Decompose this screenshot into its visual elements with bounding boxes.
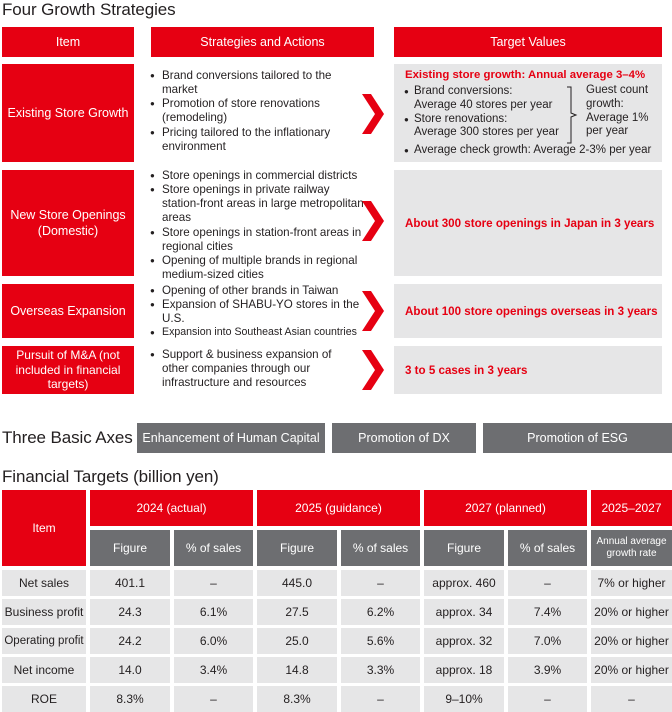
action-item: ● Promotion of store renovations (remodeling) (150, 97, 356, 125)
fin-cell: 20% or higher (591, 657, 672, 683)
fin-cell: 24.2 (90, 628, 170, 654)
fin-cell: 3.4% (174, 657, 253, 683)
fin-cell: 3.3% (341, 657, 420, 683)
fin-cell: 7% or higher (591, 570, 672, 596)
chevron-right-icon (362, 350, 384, 390)
fin-cell: – (508, 686, 587, 712)
fin-row-label: Business profit (2, 599, 86, 625)
fin-cell: – (174, 570, 253, 596)
action-item: ● Store openings in station-front areas in regional cities (150, 226, 366, 254)
row-target-new-stores: About 300 store openings in Japan in 3 years (394, 170, 662, 276)
row-actions-new-stores (150, 169, 366, 282)
fin-cell: 6.2% (341, 599, 420, 625)
fin-cell: 8.3% (90, 686, 170, 712)
fin-cell: – (591, 686, 672, 712)
target-b2-detail: Average 300 stores per year (414, 126, 559, 139)
fin-cell: – (174, 686, 253, 712)
target-b1: Brand conversions: (414, 85, 513, 97)
fin-cell: 6.1% (174, 599, 253, 625)
action-item: ● Support & business expansion of other companies through our infrastructure and resources (150, 348, 360, 390)
fin-cell: 401.1 (90, 570, 170, 596)
fin-sub-figure: Figure (90, 530, 170, 566)
fin-sub-pct: % of sales (341, 530, 420, 566)
action-item: ● Opening of other brands in Taiwan (150, 284, 366, 298)
row-item-new-stores: New Store Openings (Domestic) (2, 170, 134, 276)
row-target-overseas: About 100 store openings overseas in 3 years (394, 284, 662, 338)
row-actions-ma (150, 348, 360, 390)
fin-cell: 7.0% (508, 628, 587, 654)
action-item: ● Expansion of SHABU-YO stores in the U.S. (150, 298, 366, 326)
strategies-title: Four Growth Strategies (2, 0, 176, 19)
fin-cell: approx. 34 (424, 599, 504, 625)
fin-cell: 27.5 (257, 599, 337, 625)
fin-cell: 14.8 (257, 657, 337, 683)
chevron-right-icon (362, 94, 384, 134)
fin-row-label: ROE (2, 686, 86, 712)
axes-title: Three Basic Axes (2, 428, 133, 447)
fin-cell: 445.0 (257, 570, 337, 596)
fin-header-item: Item (2, 490, 86, 566)
guest-count: Guest count growth: (586, 84, 649, 110)
action-item: ● Brand conversions tailored to the market (150, 69, 356, 97)
chevron-right-icon (362, 291, 384, 331)
fin-cell: 6.0% (174, 628, 253, 654)
fin-cell: 25.0 (257, 628, 337, 654)
fin-cell: – (341, 686, 420, 712)
fin-header-growth: 2025–2027 (591, 490, 672, 526)
action-item: ● Expansion into Southeast Asian countries (150, 326, 366, 339)
fin-header-2027: 2027 (planned) (424, 490, 587, 526)
axis-human-capital: Enhancement of Human Capital (137, 423, 325, 453)
header-targets: Target Values (394, 25, 662, 57)
fin-sub-pct: % of sales (508, 530, 587, 566)
target-b2: Store renovations: (414, 112, 508, 125)
fin-row-label: Net income (2, 657, 86, 683)
guest-average: Average 1% per year (586, 111, 649, 138)
fin-cell: 7.4% (508, 599, 587, 625)
row-item-ma: Pursuit of M&A (not included in financial targets) (2, 346, 134, 394)
fin-cell: 24.3 (90, 599, 170, 625)
fin-cell: 14.0 (90, 657, 170, 683)
action-item: ● Pricing tailored to the inflationary environment (150, 126, 356, 154)
fin-cell: approx. 18 (424, 657, 504, 683)
target-b3: Average check growth: Average 2-3% per year (414, 144, 652, 156)
fin-header-2024: 2024 (actual) (90, 490, 253, 526)
target-title: Existing store growth: Annual average 3–4% (405, 69, 646, 81)
row-item-overseas: Overseas Expansion (2, 284, 134, 338)
row-target-existing: Existing store growth: Annual average 3–4% ● Brand conversions: Average 40 stores per year ● Store renovations: Average 300 stores per year Guest count growth: Average 1% per year ● Average check growth: Average 2-3% per year (394, 64, 662, 162)
fin-sub-growth: Annual average growth rate (591, 530, 672, 566)
action-item: ● Store openings in private railway station-front areas in large metropolitan areas (150, 183, 366, 225)
fin-cell: – (341, 570, 420, 596)
row-actions-overseas (150, 284, 366, 339)
fin-cell: 5.6% (341, 628, 420, 654)
fin-cell: approx. 460 (424, 570, 504, 596)
fin-cell: 3.9% (508, 657, 587, 683)
fin-cell: approx. 32 (424, 628, 504, 654)
fin-cell: – (508, 570, 587, 596)
financial-title: Financial Targets (billion yen) (2, 467, 219, 486)
header-item: Item (2, 25, 134, 57)
action-item: ● Store openings in commercial districts (150, 169, 366, 183)
fin-sub-pct: % of sales (174, 530, 253, 566)
fin-cell: 20% or higher (591, 628, 672, 654)
axis-dx: Promotion of DX (332, 423, 476, 453)
row-actions-existing (150, 69, 356, 154)
action-item: ● Opening of multiple brands in regional medium-sized cities (150, 254, 366, 282)
axis-esg: Promotion of ESG (483, 423, 672, 453)
fin-sub-figure: Figure (424, 530, 504, 566)
fin-cell: 9–10% (424, 686, 504, 712)
row-item-existing: Existing Store Growth (2, 64, 134, 162)
header-strategies: Strategies and Actions (151, 25, 374, 57)
fin-row-label: Operating profit (2, 628, 86, 654)
fin-sub-figure: Figure (257, 530, 337, 566)
chevron-right-icon (362, 201, 384, 241)
row-target-ma: 3 to 5 cases in 3 years (394, 346, 662, 394)
fin-cell: 20% or higher (591, 599, 672, 625)
brace-icon (566, 86, 578, 144)
fin-cell: 8.3% (257, 686, 337, 712)
target-b1-detail: Average 40 stores per year (414, 98, 553, 111)
fin-header-2025: 2025 (guidance) (257, 490, 420, 526)
fin-row-label: Net sales (2, 570, 86, 596)
